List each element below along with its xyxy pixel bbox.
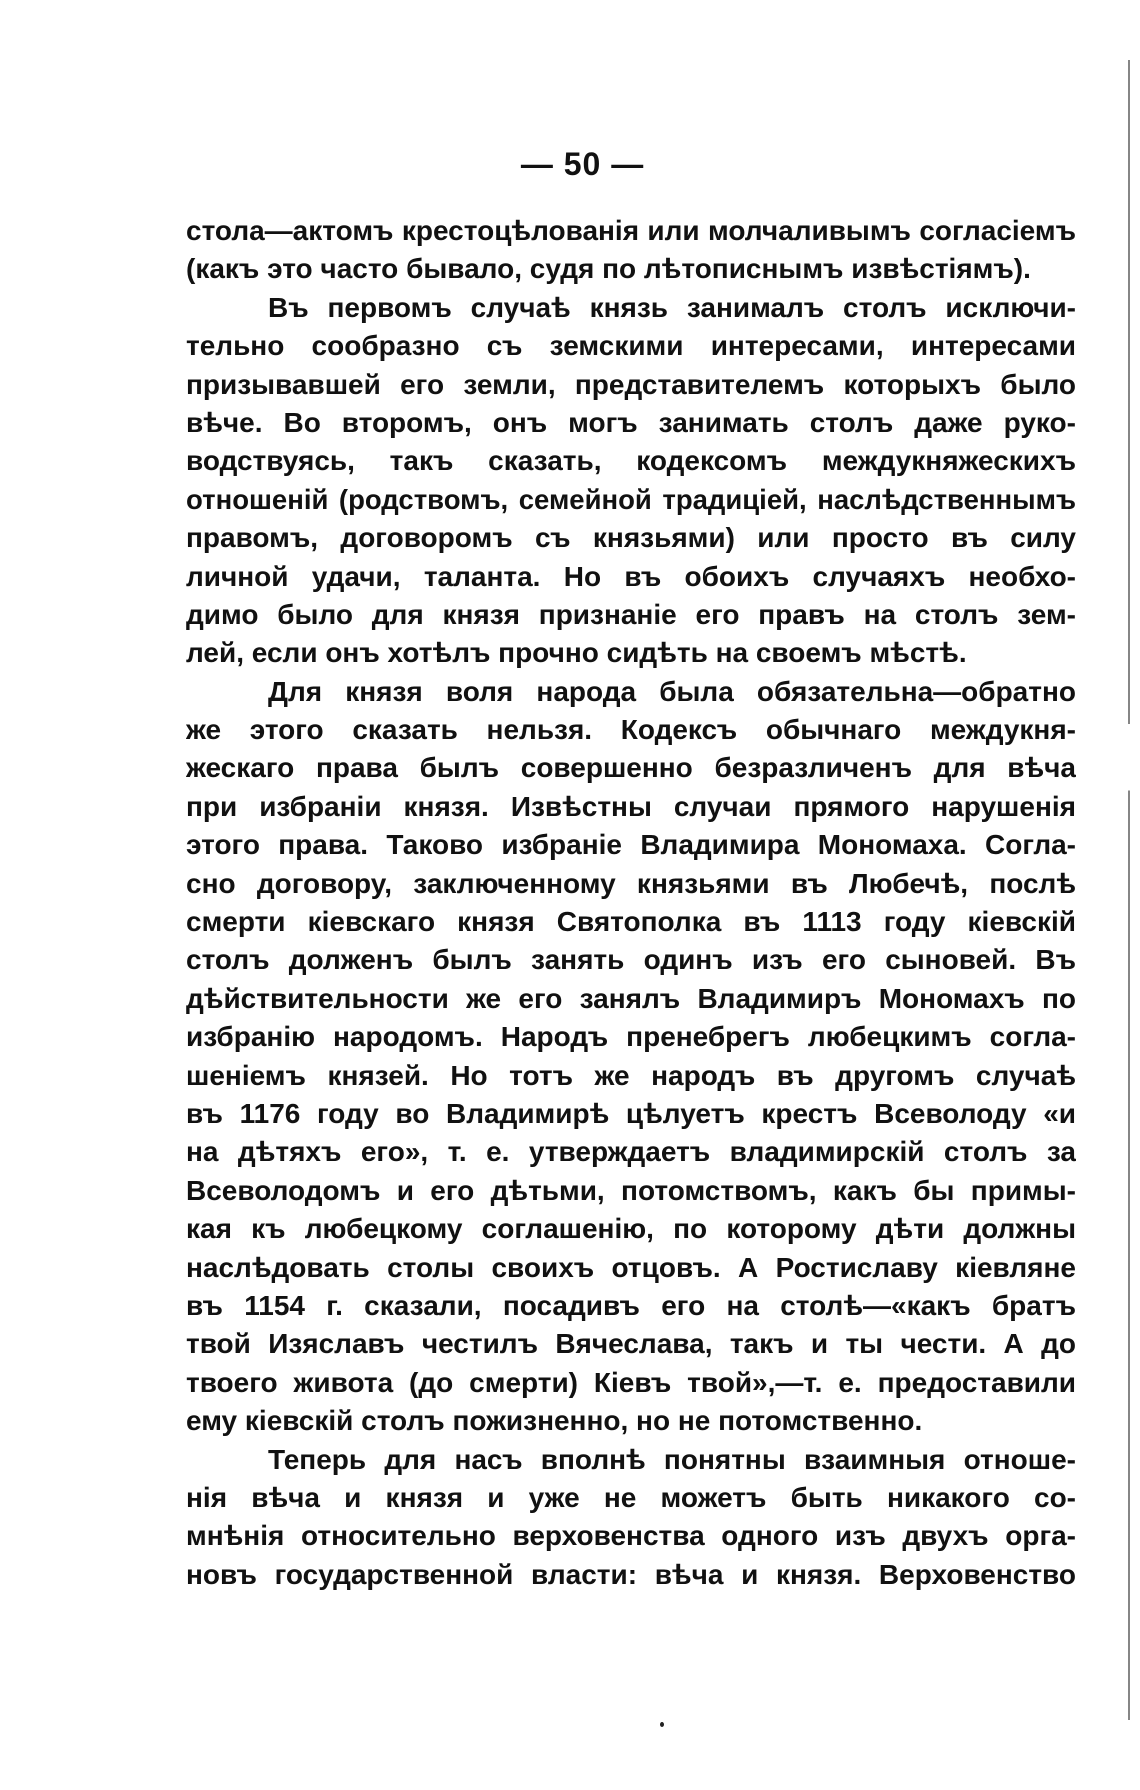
text-line: въ 1176 году во Владимирѣ цѣлуетъ крестъ Всеволоду «и xyxy=(186,1097,1076,1129)
text-line: на дѣтяхъ его», т. е. утверждаетъ владимирскій столъ за xyxy=(186,1136,1076,1168)
text-line: этого права. Таково избраніе Владимира Мономаха. Согла- xyxy=(186,829,1076,861)
text-line: Всеволодомъ и его дѣтьми, потомствомъ, какъ бы примы- xyxy=(186,1174,1076,1206)
text-line: Въ первомъ случаѣ князь занималъ столъ исключи- xyxy=(268,291,1076,323)
body-text xyxy=(186,212,1076,1594)
text-line: въ 1154 г. сказали, посадивъ его на столѣ—«какъ братъ xyxy=(186,1289,1076,1321)
text-line: сно договору, заключенному князьями въ Любечѣ, послѣ xyxy=(186,867,1076,899)
page-number-text: — 50 — xyxy=(520,146,645,182)
text-line: твой Изяславъ честилъ Вячеслава, такъ и ты чести. А до xyxy=(186,1328,1076,1360)
text-line: вѣче. Во второмъ, онъ могъ занимать столъ даже руко- xyxy=(186,406,1076,438)
text-line: нія вѣча и князя и уже не можетъ быть никакого со- xyxy=(186,1481,1076,1513)
text-line: димо было для князя признаніе его правъ на столъ зем- xyxy=(186,598,1076,630)
text-line: при избраніи князя. Извѣстны случаи прямого нарушенія xyxy=(186,790,1076,822)
text-line: Теперь для насъ вполнѣ понятны взаимныя отноше- xyxy=(268,1443,1076,1475)
text-line: мнѣнія относительно верховенства одного изъ двухъ орга- xyxy=(186,1520,1076,1552)
text-line: лей, если онъ хотѣлъ прочно сидѣть на своемъ мѣстѣ. xyxy=(186,637,967,669)
text-line: столъ долженъ былъ занять одинъ изъ его сыновей. Въ xyxy=(186,944,1076,976)
text-line: твоего живота (до смерти) Кіевъ твой»,—т. е. предоставили xyxy=(186,1366,1076,1398)
text-line: правомъ, договоромъ съ князьями) или просто въ силу xyxy=(186,522,1076,554)
page-number xyxy=(0,146,1140,183)
text-line: личной удачи, таланта. Но въ обоихъ случаяхъ необхо- xyxy=(186,560,1076,592)
text-line: жескаго права былъ совершенно безразличенъ для вѣча xyxy=(186,752,1076,784)
text-line: отношеній (родствомъ, семейной традиціей, наслѣдственнымъ xyxy=(186,483,1076,515)
text-line: наслѣдовать столы своихъ отцовъ. А Ростиславу кіевляне xyxy=(186,1251,1076,1283)
text-line: водствуясь, такъ сказать, кодексомъ междукняжескихъ xyxy=(186,445,1076,477)
text-line: кая къ любецкому соглашенію, по которому дѣти должны xyxy=(186,1213,1076,1245)
text-line: стола—актомъ крестоцѣлованія или молчаливымъ согласіемъ xyxy=(186,215,1076,246)
text-line: дѣйствительности же его занялъ Владимиръ Мономахъ по xyxy=(186,982,1076,1014)
text-line: Для князя воля народа была обязательна—обратно xyxy=(268,675,1076,707)
page-edge-shadow xyxy=(1128,60,1130,1720)
text-line: призывавшей его земли, представителемъ которыхъ было xyxy=(186,368,1076,400)
print-speck xyxy=(660,1722,664,1727)
text-line: смерти кіевскаго князя Святополка въ 1113 году кіевскій xyxy=(186,906,1076,938)
text-line: избранію народомъ. Народъ пренебрегъ любецкимъ согла- xyxy=(186,1021,1076,1053)
text-line: же этого сказать нельзя. Кодексъ обычнаго междукня- xyxy=(186,714,1076,746)
text-line: (какъ это часто бывало, судя по лѣтописнымъ извѣстіямъ). xyxy=(186,253,1031,285)
text-line: тельно сообразно съ земскими интересами, интересами xyxy=(186,330,1076,362)
text-line: ему кіевскій столъ пожизненно, но не потомственно. xyxy=(186,1405,923,1437)
text-line: шеніемъ князей. Но тотъ же народъ въ другомъ случаѣ xyxy=(186,1059,1076,1091)
text-line: новъ государственной власти: вѣча и князя. Верховенство xyxy=(186,1558,1076,1590)
